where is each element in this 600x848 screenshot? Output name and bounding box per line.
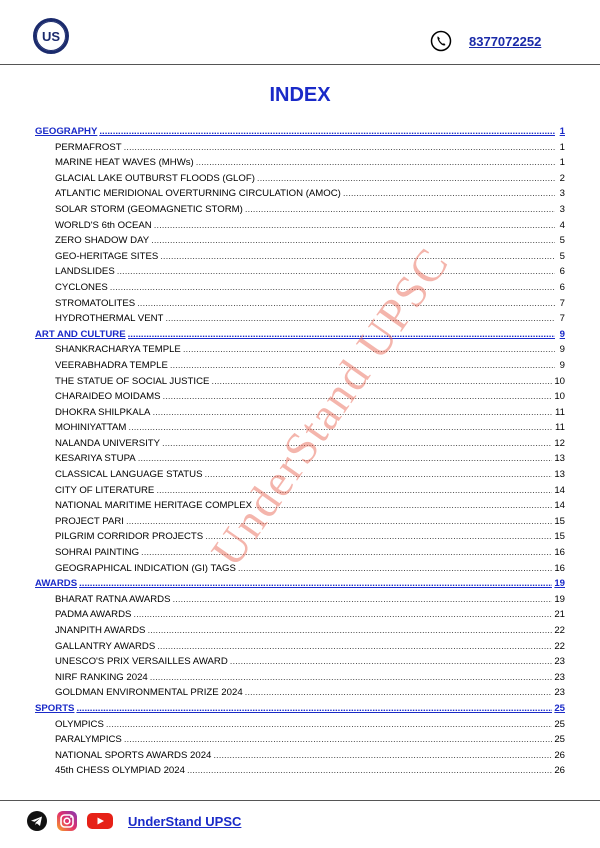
toc-leader-dots: [106, 717, 552, 733]
toc-item-row[interactable]: [35, 654, 565, 670]
toc-page-number: 16: [554, 547, 565, 559]
toc-page-number: 19: [554, 578, 565, 590]
page-title: INDEX: [269, 84, 331, 106]
toc-leader-dots: [117, 264, 555, 280]
toc-leader-dots: [162, 436, 552, 452]
toc-leader-dots: [99, 124, 555, 140]
toc-entry-label: SPORTS: [35, 702, 75, 714]
toc-item-row[interactable]: [35, 483, 565, 499]
toc-item-row[interactable]: [35, 202, 565, 218]
toc-item-row[interactable]: [35, 763, 565, 779]
toc-page-number: 23: [554, 671, 565, 683]
toc-page-number: 25: [554, 718, 565, 730]
page-header: [0, 0, 600, 68]
toc-leader-dots: [133, 607, 552, 623]
toc-page-number: 2: [559, 172, 565, 184]
toc-section-row[interactable]: [35, 701, 565, 717]
toc-leader-dots: [160, 249, 555, 265]
toc-page-number: 7: [559, 297, 565, 309]
toc-item-row[interactable]: [35, 296, 565, 312]
toc-item-row[interactable]: [35, 592, 565, 608]
header-divider: [0, 64, 600, 65]
toc-item-row[interactable]: [35, 264, 565, 280]
toc-leader-dots: [205, 467, 553, 483]
youtube-icon[interactable]: [86, 810, 114, 832]
toc-item-row[interactable]: [35, 233, 565, 249]
toc-entry-label: GEOGRAPHY: [35, 126, 98, 137]
toc-entry-label: NIRF RANKING 2024: [55, 671, 148, 683]
toc-page-number: 3: [559, 188, 565, 200]
toc-leader-dots: [205, 529, 552, 545]
toc-page-number: 13: [554, 453, 565, 465]
toc-entry-label: BHARAT RATNA AWARDS: [55, 593, 171, 605]
toc-entry-label: CYCLONES: [55, 281, 108, 293]
toc-leader-dots: [163, 389, 553, 405]
toc-item-row[interactable]: [35, 498, 565, 514]
toc-entry-label: PROJECT PARI: [55, 515, 124, 527]
toc-item-row[interactable]: [35, 561, 565, 577]
toc-leader-dots: [110, 280, 555, 296]
toc-item-row[interactable]: [35, 685, 565, 701]
toc-entry-label: PILGRIM CORRIDOR PROJECTS: [55, 531, 204, 543]
toc-page-number: 16: [554, 562, 565, 574]
toc-entry-label: NALANDA UNIVERSITY: [55, 437, 161, 449]
toc-leader-dots: [138, 451, 553, 467]
toc-section-row[interactable]: [35, 124, 565, 140]
toc-entry-label: GLACIAL LAKE OUTBURST FLOODS (GLOF): [55, 172, 255, 184]
toc-leader-dots: [173, 592, 553, 608]
phone-icon: [430, 30, 452, 52]
toc-item-row[interactable]: [35, 639, 565, 655]
toc-item-row[interactable]: [35, 467, 565, 483]
toc-entry-label: KESARIYA STUPA: [55, 453, 136, 465]
toc-leader-dots: [137, 296, 555, 312]
toc-page-number: 23: [554, 656, 565, 668]
toc-item-row[interactable]: [35, 717, 565, 733]
toc-page-number: 3: [559, 203, 565, 215]
toc-page-number: 11: [555, 406, 565, 418]
toc-page-number: 9: [559, 359, 565, 371]
toc-entry-label: NATIONAL MARITIME HERITAGE COMPLEX: [55, 500, 253, 512]
toc-entry-label: HYDROTHERMAL VENT: [55, 313, 164, 325]
toc-item-row[interactable]: [35, 732, 565, 748]
toc-leader-dots: [154, 218, 555, 234]
toc-leader-dots: [141, 545, 552, 561]
toc-entry-label: CHARAIDEO MOIDAMS: [55, 391, 161, 403]
toc-leader-dots: [165, 311, 555, 327]
toc-page-number: 10: [554, 391, 565, 403]
social-icons: [26, 810, 114, 832]
toc-item-row[interactable]: [35, 155, 565, 171]
toc-entry-label: ZERO SHADOW DAY: [55, 235, 150, 247]
toc-entry-label: SHANKRACHARYA TEMPLE: [55, 344, 181, 356]
toc-leader-dots: [76, 701, 552, 717]
toc-entry-label: CLASSICAL LANGUAGE STATUS: [55, 469, 203, 481]
toc-leader-dots: [156, 483, 552, 499]
toc-item-row[interactable]: [35, 186, 565, 202]
toc-section-row[interactable]: [35, 327, 565, 343]
toc-item-row[interactable]: [35, 545, 565, 561]
toc-page-number: 25: [554, 734, 565, 746]
toc-item-row[interactable]: [35, 420, 565, 436]
toc-item-row[interactable]: [35, 171, 565, 187]
toc-page-number: 15: [554, 531, 565, 543]
toc-item-row[interactable]: [35, 218, 565, 234]
toc-leader-dots: [254, 498, 552, 514]
toc-leader-dots: [126, 514, 552, 530]
toc-entry-label: LANDSLIDES: [55, 266, 115, 278]
toc-entry-label: CITY OF LITERATURE: [55, 484, 155, 496]
toc-item-row[interactable]: [35, 514, 565, 530]
toc-page-number: 14: [554, 484, 565, 496]
toc-item-row[interactable]: [35, 311, 565, 327]
table-of-contents: [35, 124, 565, 779]
toc-entry-label: DHOKRA SHILPKALA: [55, 406, 151, 418]
toc-page-number: 21: [554, 609, 565, 621]
toc-page-number: 22: [554, 640, 565, 652]
toc-page-number: 22: [554, 625, 565, 636]
toc-item-row[interactable]: [35, 280, 565, 296]
toc-entry-label: THE STATUE OF SOCIAL JUSTICE: [55, 375, 210, 387]
toc-leader-dots: [257, 171, 555, 187]
toc-item-row[interactable]: [35, 405, 565, 421]
toc-page-number: 1: [559, 157, 565, 169]
toc-page-number: 15: [554, 515, 565, 527]
toc-item-row[interactable]: [35, 389, 565, 405]
toc-entry-label: GOLDMAN ENVIRONMENTAL PRIZE 2024: [55, 687, 243, 699]
toc-item-row[interactable]: [35, 249, 565, 265]
toc-entry-label: PERMAFROST: [55, 141, 122, 153]
toc-entry-label: GEOGRAPHICAL INDICATION (GI) TAGS: [55, 562, 236, 574]
toc-leader-dots: [196, 155, 555, 171]
toc-entry-label: WORLD'S 6th OCEAN: [55, 219, 152, 231]
watermark: UnderStand UPSC: [201, 237, 459, 576]
toc-page-number: 9: [559, 344, 565, 356]
toc-item-row[interactable]: [35, 140, 565, 156]
toc-leader-dots: [152, 405, 553, 421]
toc-item-row[interactable]: [35, 670, 565, 686]
toc-item-row[interactable]: [35, 451, 565, 467]
toc-item-row[interactable]: [35, 342, 565, 358]
toc-entry-label: VEERABHADRA TEMPLE: [55, 359, 168, 371]
toc-leader-dots: [245, 685, 553, 701]
toc-entry-label: 45th CHESS OLYMPIAD 2024: [55, 765, 185, 777]
toc-leader-dots: [124, 140, 555, 156]
toc-entry-label: ART AND CULTURE: [35, 328, 126, 340]
toc-page-number: 26: [554, 749, 565, 761]
toc-entry-label: PADMA AWARDS: [55, 609, 132, 621]
toc-page-number: 13: [554, 469, 565, 481]
understand-upsc-link[interactable]: UnderStand UPSC: [128, 814, 242, 829]
toc-leader-dots: [157, 639, 552, 655]
toc-leader-dots: [245, 202, 555, 218]
toc-leader-dots: [230, 654, 553, 670]
toc-item-row[interactable]: [35, 607, 565, 623]
toc-entry-label: JNANPITH AWARDS: [55, 625, 146, 636]
toc-leader-dots: [343, 186, 555, 202]
toc-page-number: 26: [554, 765, 565, 777]
toc-entry-label: MARINE HEAT WAVES (MHWs): [55, 157, 194, 169]
toc-page-number: 1: [559, 126, 565, 137]
toc-page-number: 6: [559, 281, 565, 293]
toc-page-number: 5: [559, 235, 565, 247]
toc-entry-label: PARALYMPICS: [55, 734, 122, 746]
toc-page-number: 7: [559, 313, 565, 325]
toc-section-row[interactable]: [35, 576, 565, 592]
toc-entry-label: GALLANTRY AWARDS: [55, 640, 156, 652]
toc-leader-dots: [147, 623, 552, 639]
toc-item-row[interactable]: [35, 436, 565, 452]
toc-entry-label: AWARDS: [35, 578, 78, 590]
logo-text: US: [36, 21, 66, 51]
toc-leader-dots: [183, 342, 555, 358]
toc-page-number: 12: [554, 437, 565, 449]
toc-leader-dots: [170, 358, 555, 374]
toc-leader-dots: [213, 748, 552, 764]
toc-item-row[interactable]: [35, 623, 565, 639]
toc-entry-label: NATIONAL SPORTS AWARDS 2024: [55, 749, 212, 761]
footer-divider: [0, 800, 600, 801]
toc-item-row[interactable]: [35, 358, 565, 374]
toc-page-number: 4: [559, 219, 565, 231]
toc-entry-label: GEO-HERITAGE SITES: [55, 250, 159, 262]
toc-leader-dots: [79, 576, 552, 592]
instagram-icon[interactable]: [56, 810, 78, 832]
toc-leader-dots: [187, 763, 552, 779]
toc-item-row[interactable]: [35, 529, 565, 545]
toc-entry-label: SOHRAI PAINTING: [55, 547, 140, 559]
toc-page-number: 25: [554, 702, 565, 714]
toc-leader-dots: [238, 561, 552, 577]
toc-item-row[interactable]: [35, 374, 565, 390]
toc-leader-dots: [150, 670, 553, 686]
toc-entry-label: ATLANTIC MERIDIONAL OVERTURNING CIRCULATION (AMOC): [55, 188, 341, 200]
toc-leader-dots: [211, 374, 552, 390]
us-logo: [33, 18, 69, 54]
toc-entry-label: OLYMPICS: [55, 718, 104, 730]
toc-leader-dots: [128, 420, 553, 436]
toc-leader-dots: [124, 732, 553, 748]
toc-leader-dots: [151, 233, 555, 249]
telegram-icon[interactable]: [26, 810, 48, 832]
toc-page-number: 14: [554, 500, 565, 512]
toc-page-number: 19: [554, 593, 565, 605]
toc-page-number: 23: [554, 687, 565, 699]
toc-page-number: 5: [559, 250, 565, 262]
toc-page-number: 6: [559, 266, 565, 278]
toc-leader-dots: [128, 327, 555, 343]
toc-page-number: 9: [559, 328, 565, 340]
toc-page-number: 1: [559, 141, 565, 153]
phone-number-link[interactable]: 8377072252: [469, 34, 542, 49]
toc-entry-label: UNESCO'S PRIX VERSAILLES AWARD: [55, 656, 228, 668]
toc-entry-label: STROMATOLITES: [55, 297, 136, 309]
toc-page-number: 11: [555, 422, 565, 434]
toc-page-number: 10: [554, 375, 565, 387]
toc-item-row[interactable]: [35, 748, 565, 764]
toc-entry-label: SOLAR STORM (GEOMAGNETIC STORM): [55, 203, 243, 215]
toc-entry-label: MOHINIYATTAM: [55, 422, 127, 434]
